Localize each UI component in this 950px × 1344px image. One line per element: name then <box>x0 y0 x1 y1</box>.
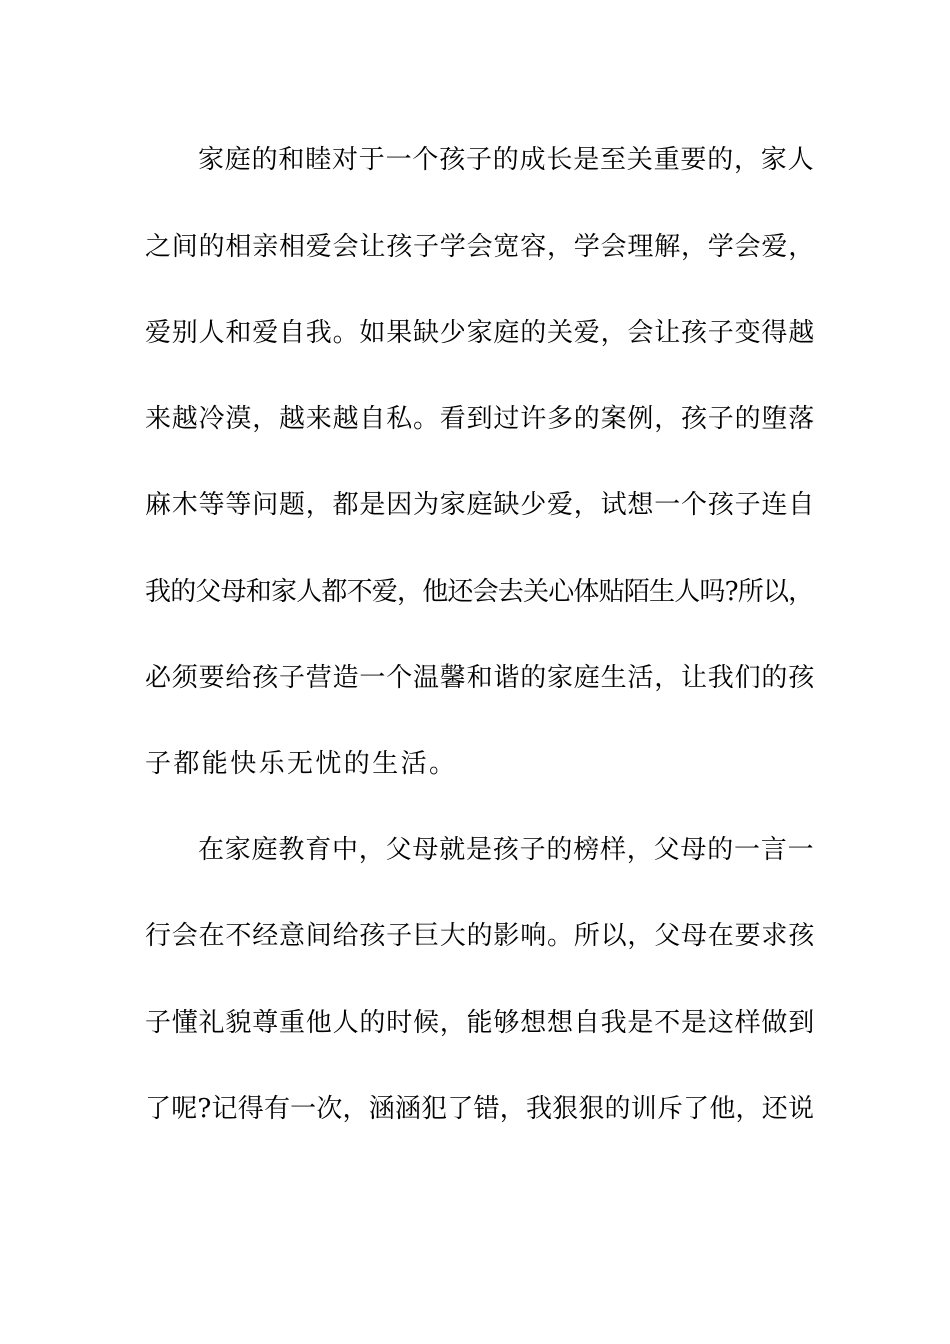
paragraph-1-line-4: 来越冷漠，越来越自私。看到过许多的案例，孩子的堕落 <box>145 404 816 434</box>
paragraph-2-line-3: 子懂礼貌尊重他人的时候，能够想想自我是不是这样做到 <box>145 1008 816 1038</box>
paragraph-1-line-1: 家庭的和睦对于一个孩子的成长是至关重要的，家人 <box>198 145 815 175</box>
paragraph-2-line-4: 了呢?记得有一次，涵涵犯了错，我狠狠的训斥了他，还说 <box>145 1094 815 1124</box>
paragraph-1-line-2: 之间的相亲相爱会让孩子学会宽容，学会理解，学会爱， <box>145 232 816 262</box>
paragraph-1-line-8: 子都能快乐无忧的生活。 <box>145 749 458 779</box>
paragraph-1-line-3: 爱别人和爱自我。如果缺少家庭的关爱，会让孩子变得越 <box>145 318 816 348</box>
paragraph-1-line-6: 我的父母和家人都不爱，他还会去关心体贴陌生人吗?所以， <box>145 577 814 607</box>
paragraph-2-line-1: 在家庭教育中，父母就是孩子的榜样，父母的一言一 <box>198 835 815 865</box>
paragraph-1-line-7: 必须要给孩子营造一个温馨和谐的家庭生活，让我们的孩 <box>145 663 816 693</box>
paragraph-2-line-2: 行会在不经意间给孩子巨大的影响。所以，父母在要求孩 <box>145 921 816 951</box>
paragraph-1-line-5: 麻木等等问题，都是因为家庭缺少爱，试想一个孩子连自 <box>145 490 816 520</box>
